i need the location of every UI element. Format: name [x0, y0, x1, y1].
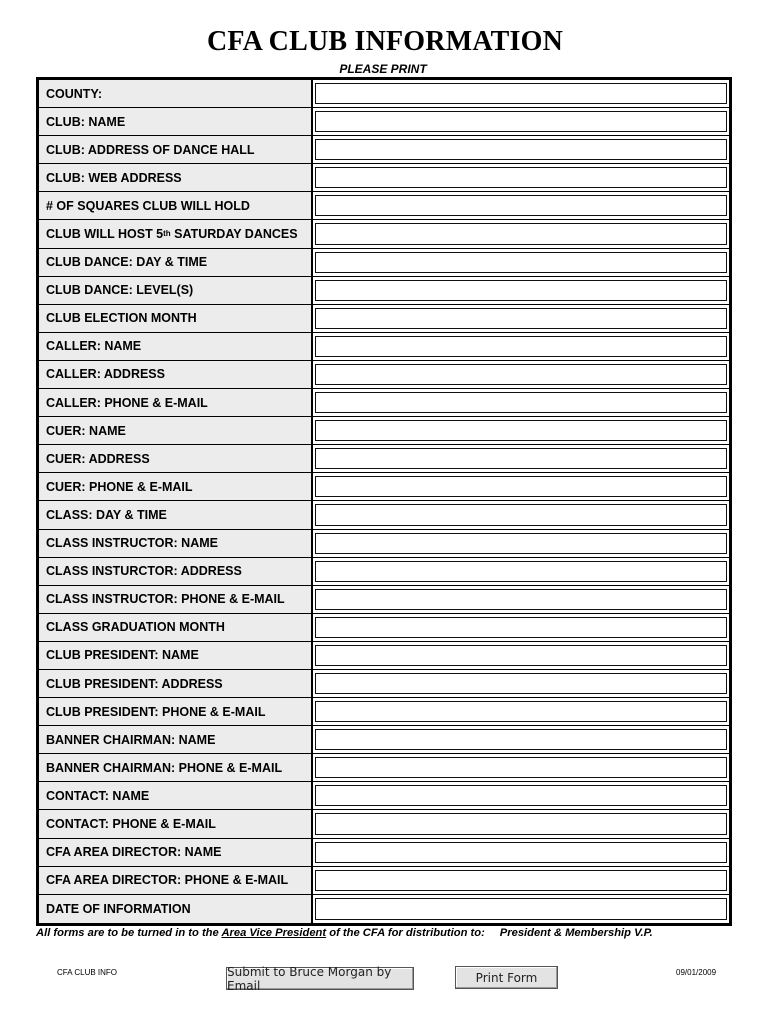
- form-row: [39, 698, 729, 726]
- form-row: [39, 445, 729, 473]
- field-input[interactable]: [315, 308, 727, 329]
- field-value-cell: [313, 782, 729, 809]
- field-input[interactable]: [315, 111, 727, 132]
- field-input[interactable]: [315, 617, 727, 638]
- field-input[interactable]: [315, 392, 727, 413]
- form-row: [39, 670, 729, 698]
- field-label: CLUB: WEB ADDRESS: [39, 164, 313, 191]
- form-row: [39, 220, 729, 248]
- field-label: CONTACT: NAME: [39, 782, 313, 809]
- field-label: # OF SQUARES CLUB WILL HOLD: [39, 192, 313, 219]
- field-label: COUNTY:: [39, 80, 313, 107]
- field-label: CONTACT: PHONE & E-MAIL: [39, 810, 313, 837]
- field-value-cell: [313, 867, 729, 894]
- field-input[interactable]: [315, 533, 727, 554]
- field-input[interactable]: [315, 729, 727, 750]
- form-row: [39, 810, 729, 838]
- field-input[interactable]: [315, 701, 727, 722]
- field-input[interactable]: [315, 252, 727, 273]
- field-value-cell: [313, 586, 729, 613]
- field-input[interactable]: [315, 813, 727, 834]
- field-label: CLUB: NAME: [39, 108, 313, 135]
- form-row: [39, 417, 729, 445]
- field-value-cell: [313, 80, 729, 107]
- note-middle: of the CFA for distribution to:: [326, 927, 485, 939]
- form-row: [39, 277, 729, 305]
- field-input[interactable]: [315, 195, 727, 216]
- field-label: CLUB PRESIDENT: ADDRESS: [39, 670, 313, 697]
- field-label: CUER: NAME: [39, 417, 313, 444]
- field-label: CUER: PHONE & E-MAIL: [39, 473, 313, 500]
- field-value-cell: [313, 249, 729, 276]
- field-input[interactable]: [315, 476, 727, 497]
- form-row: [39, 108, 729, 136]
- field-value-cell: [313, 220, 729, 247]
- form-row: [39, 642, 729, 670]
- field-input[interactable]: [315, 757, 727, 778]
- note-prefix: All forms are to be turned in to the: [36, 927, 222, 939]
- field-label: BANNER CHAIRMAN: PHONE & E-MAIL: [39, 754, 313, 781]
- field-input[interactable]: [315, 167, 727, 188]
- form-row: [39, 305, 729, 333]
- distribution-note: [36, 927, 736, 939]
- form-row: [39, 839, 729, 867]
- field-input[interactable]: [315, 561, 727, 582]
- field-label: CALLER: NAME: [39, 333, 313, 360]
- form-id-label: CFA CLUB INFO: [57, 968, 118, 977]
- field-input[interactable]: [315, 420, 727, 441]
- print-form-button[interactable]: Print Form: [455, 966, 558, 989]
- field-label: DATE OF INFORMATION: [39, 895, 313, 923]
- field-input[interactable]: [315, 673, 727, 694]
- field-input[interactable]: [315, 280, 727, 301]
- form-row: [39, 192, 729, 220]
- form-row: [39, 726, 729, 754]
- form-row: [39, 867, 729, 895]
- field-value-cell: [313, 698, 729, 725]
- field-label: CLASS GRADUATION MONTH: [39, 614, 313, 641]
- page-title: CFA CLUB INFORMATION: [206, 26, 564, 57]
- field-label: CLUB: ADDRESS OF DANCE HALL: [39, 136, 313, 163]
- field-input[interactable]: [315, 870, 727, 891]
- form-row: [39, 136, 729, 164]
- form-row: [39, 473, 729, 501]
- form-row: [39, 586, 729, 614]
- field-label: CALLER: ADDRESS: [39, 361, 313, 388]
- field-value-cell: [313, 642, 729, 669]
- field-label: CLUB DANCE: LEVEL(S): [39, 277, 313, 304]
- field-value-cell: [313, 530, 729, 557]
- field-value-cell: [313, 164, 729, 191]
- field-label: CLUB PRESIDENT: PHONE & E-MAIL: [39, 698, 313, 725]
- field-input[interactable]: [315, 364, 727, 385]
- field-label: CALLER: PHONE & E-MAIL: [39, 389, 313, 416]
- field-input[interactable]: [315, 504, 727, 525]
- field-value-cell: [313, 445, 729, 472]
- field-input[interactable]: [315, 842, 727, 863]
- form-row: [39, 333, 729, 361]
- field-input[interactable]: [315, 139, 727, 160]
- field-label: CLASS INSTRUCTOR: NAME: [39, 530, 313, 557]
- field-label: CLASS INSTRUCTOR: PHONE & E-MAIL: [39, 586, 313, 613]
- field-input[interactable]: [315, 589, 727, 610]
- field-input[interactable]: [315, 645, 727, 666]
- field-value-cell: [313, 361, 729, 388]
- form-row: [39, 249, 729, 277]
- club-info-form-table: [36, 77, 732, 926]
- field-label: CFA AREA DIRECTOR: PHONE & E-MAIL: [39, 867, 313, 894]
- field-input[interactable]: [315, 448, 727, 469]
- note-area-vice-president: Area Vice President: [221, 927, 327, 939]
- field-input[interactable]: [315, 336, 727, 357]
- form-date: 09/01/2009: [676, 968, 717, 977]
- field-value-cell: [313, 473, 729, 500]
- field-value-cell: [313, 136, 729, 163]
- field-value-cell: [313, 895, 729, 923]
- field-value-cell: [313, 614, 729, 641]
- field-value-cell: [313, 277, 729, 304]
- field-label: CUER: ADDRESS: [39, 445, 313, 472]
- field-value-cell: [313, 726, 729, 753]
- field-value-cell: [313, 501, 729, 528]
- field-label: CLUB WILL HOST 5 $^{th}$ SATURDAY DANCES: [39, 220, 313, 247]
- field-input[interactable]: [315, 785, 727, 806]
- field-input[interactable]: [315, 898, 727, 920]
- form-row: [39, 164, 729, 192]
- field-value-cell: [313, 305, 729, 332]
- form-row: [39, 530, 729, 558]
- submit-by-email-button[interactable]: Submit to Bruce Morgan by Email: [226, 967, 414, 990]
- field-value-cell: [313, 754, 729, 781]
- field-label: BANNER CHAIRMAN: NAME: [39, 726, 313, 753]
- field-label: CLUB DANCE: DAY & TIME: [39, 249, 313, 276]
- form-row: [39, 782, 729, 810]
- field-label: CLUB PRESIDENT: NAME: [39, 642, 313, 669]
- form-row: [39, 501, 729, 529]
- page-subtitle: PLEASE PRINT: [339, 62, 427, 76]
- field-input[interactable]: [315, 223, 727, 244]
- form-row: [39, 80, 729, 108]
- field-label: CLASS INSTURCTOR: ADDRESS: [39, 558, 313, 585]
- form-row: [39, 558, 729, 586]
- field-value-cell: [313, 670, 729, 697]
- field-value-cell: [313, 839, 729, 866]
- field-value-cell: [313, 333, 729, 360]
- field-label: CLUB ELECTION MONTH: [39, 305, 313, 332]
- field-value-cell: [313, 192, 729, 219]
- field-value-cell: [313, 108, 729, 135]
- form-row: [39, 361, 729, 389]
- field-label: CFA AREA DIRECTOR: NAME: [39, 839, 313, 866]
- field-input[interactable]: [315, 83, 727, 104]
- form-row: [39, 389, 729, 417]
- field-label: CLASS: DAY & TIME: [39, 501, 313, 528]
- field-value-cell: [313, 417, 729, 444]
- field-value-cell: [313, 558, 729, 585]
- note-recipients: President & Membership V.P.: [499, 927, 653, 939]
- form-row: [39, 895, 729, 923]
- form-row: [39, 614, 729, 642]
- field-value-cell: [313, 810, 729, 837]
- field-value-cell: [313, 389, 729, 416]
- form-row: [39, 754, 729, 782]
